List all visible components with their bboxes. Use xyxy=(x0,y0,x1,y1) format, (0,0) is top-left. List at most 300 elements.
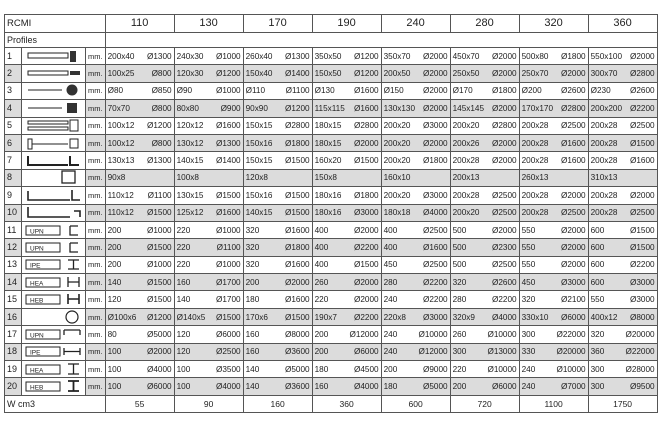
data-cell xyxy=(588,187,657,204)
angle-flange-icon xyxy=(22,153,84,168)
section-size: 220x8 xyxy=(383,312,406,322)
section-size: 200x13 xyxy=(452,173,480,183)
table-row xyxy=(5,256,658,273)
data-cell xyxy=(519,291,588,308)
data-cell xyxy=(174,274,243,291)
profile-cell xyxy=(22,291,86,308)
ipe-beam-icon xyxy=(22,257,84,272)
data-cell xyxy=(174,343,243,360)
section-size: 200 xyxy=(245,277,260,287)
data-cell xyxy=(588,378,657,395)
section-size: 140 xyxy=(107,277,122,287)
section-size: 350x70 xyxy=(383,51,411,61)
diameter-value: Ø2500 xyxy=(216,347,241,357)
data-cell xyxy=(519,117,588,134)
column-header-170: 170 xyxy=(243,15,312,33)
row-number: 8 xyxy=(5,169,22,186)
data-cell xyxy=(312,308,381,325)
section-size: 400 xyxy=(314,225,329,235)
diameter-value: Ø1000 xyxy=(216,260,241,270)
table-row xyxy=(5,187,658,204)
diameter-value: Ø1500 xyxy=(630,242,655,252)
data-cell xyxy=(105,48,174,65)
data-cell xyxy=(588,48,657,65)
profile-type-label: UPN xyxy=(30,332,44,340)
data-cell xyxy=(105,187,174,204)
section-size: 200x28 xyxy=(521,138,549,148)
data-cell xyxy=(312,134,381,151)
section-size: Ø200 xyxy=(521,86,542,96)
section-size: 125x12 xyxy=(176,208,204,218)
upn-channel-flat-icon xyxy=(22,327,84,342)
diameter-value: Ø1800 xyxy=(285,138,310,148)
section-size: 115x115 xyxy=(314,103,345,113)
diameter-value: Ø1200 xyxy=(216,69,241,79)
header-row xyxy=(5,15,658,33)
data-cell xyxy=(519,308,588,325)
data-cell xyxy=(105,256,174,273)
row-number: 16 xyxy=(5,308,22,325)
diameter-value: Ø1500 xyxy=(354,260,379,270)
profile-capacity-table-wrapper xyxy=(4,14,658,413)
section-size: 500x80 xyxy=(521,51,549,61)
diameter-value: Ø1000 xyxy=(216,225,241,235)
section-size: 180 xyxy=(383,382,398,392)
section-modulus-value: 55 xyxy=(105,395,174,412)
data-cell xyxy=(588,343,657,360)
data-cell xyxy=(450,308,519,325)
flat-bar-icon xyxy=(22,49,84,64)
diameter-value: Ø1600 xyxy=(423,242,448,252)
diameter-value: Ø2600 xyxy=(492,277,517,287)
section-size: 600 xyxy=(590,277,605,287)
table-row xyxy=(5,239,658,256)
heb-beam-icon xyxy=(22,292,84,307)
data-cell xyxy=(450,204,519,221)
diameter-value: Ø1300 xyxy=(147,156,172,166)
row-number: 7 xyxy=(5,152,22,169)
profile-type-label: UPN xyxy=(30,228,44,236)
section-size: 200 xyxy=(107,242,122,252)
section-size: 300 xyxy=(590,364,605,374)
diameter-value: Ø2000 xyxy=(630,190,655,200)
profile-cell xyxy=(22,361,86,378)
section-size: 500 xyxy=(452,260,467,270)
data-cell xyxy=(312,117,381,134)
data-cell xyxy=(450,65,519,82)
section-size: Ø230 xyxy=(590,86,611,96)
unit-label: mm. xyxy=(86,343,106,360)
diameter-value: Ø1000 xyxy=(216,51,241,61)
section-size: 500 xyxy=(452,225,467,235)
column-header-130: 130 xyxy=(174,15,243,33)
section-size: 150x16 xyxy=(245,190,273,200)
data-cell xyxy=(450,378,519,395)
profile-cell xyxy=(22,152,86,169)
diameter-value: Ø4500 xyxy=(354,364,379,374)
square-tube-flat-icon xyxy=(22,118,84,133)
data-cell xyxy=(519,256,588,273)
diameter-value: Ø1300 xyxy=(216,138,241,148)
diameter-value: Ø2000 xyxy=(492,69,517,79)
section-size: Ø100x6 xyxy=(107,312,137,322)
angle-inner-icon xyxy=(22,205,84,220)
diameter-value: Ø2000 xyxy=(492,225,517,235)
diameter-value: Ø10000 xyxy=(556,364,586,374)
section-size: 400 xyxy=(383,242,398,252)
section-size: 90x8 xyxy=(107,173,126,183)
data-cell xyxy=(105,308,174,325)
section-size: 200x28 xyxy=(521,121,549,131)
diameter-value: Ø12000 xyxy=(418,347,448,357)
data-cell xyxy=(105,65,174,82)
unit-label: mm. xyxy=(86,187,106,204)
data-cell xyxy=(105,343,174,360)
section-size: 170x6 xyxy=(245,312,268,322)
diameter-value: Ø1600 xyxy=(285,225,310,235)
column-header-240: 240 xyxy=(381,15,450,33)
table-row xyxy=(5,361,658,378)
section-size: 100 xyxy=(107,382,122,392)
section-modulus-value: 720 xyxy=(450,395,519,412)
diameter-value: Ø2200 xyxy=(354,242,379,252)
section-size: 190x7 xyxy=(314,312,337,322)
section-size: 200x28 xyxy=(521,190,549,200)
table-row xyxy=(5,100,658,117)
section-size: 160 xyxy=(314,382,329,392)
diameter-value: Ø1400 xyxy=(216,156,241,166)
diameter-value: Ø800 xyxy=(151,103,172,113)
data-cell xyxy=(105,169,174,186)
unit-label: mm. xyxy=(86,378,106,395)
diameter-value: Ø2200 xyxy=(630,260,655,270)
section-modulus-value: 1100 xyxy=(519,395,588,412)
round-bar-icon xyxy=(22,83,84,98)
diameter-value: Ø2800 xyxy=(630,69,655,79)
diameter-value: Ø1700 xyxy=(216,277,241,287)
diameter-value: Ø850 xyxy=(151,86,172,96)
diameter-value: Ø2000 xyxy=(354,225,379,235)
profile-capacity-table xyxy=(4,14,658,413)
section-size: 240 xyxy=(383,347,398,357)
section-size: 120x30 xyxy=(176,69,204,79)
diameter-value: Ø1500 xyxy=(354,156,379,166)
data-cell xyxy=(312,221,381,238)
diameter-value: Ø1000 xyxy=(216,86,241,96)
data-cell xyxy=(381,169,450,186)
data-cell xyxy=(381,117,450,134)
profile-cell xyxy=(22,221,86,238)
data-cell xyxy=(588,291,657,308)
data-cell xyxy=(243,117,312,134)
data-cell xyxy=(381,204,450,221)
data-cell xyxy=(588,152,657,169)
diameter-value: Ø2000 xyxy=(423,51,448,61)
diameter-value: Ø2500 xyxy=(423,260,448,270)
diameter-value: Ø2800 xyxy=(354,121,379,131)
data-cell xyxy=(588,134,657,151)
flat-strip-icon xyxy=(22,66,84,81)
diameter-value: Ø6000 xyxy=(216,329,241,339)
data-cell xyxy=(381,343,450,360)
profile-type-label: HEB xyxy=(30,297,44,305)
diameter-value: Ø2200 xyxy=(492,295,517,305)
diameter-value: Ø2800 xyxy=(492,121,517,131)
section-size: 320 xyxy=(590,329,605,339)
section-modulus-value: 90 xyxy=(174,395,243,412)
section-size: 350x50 xyxy=(314,51,342,61)
data-cell xyxy=(588,204,657,221)
data-cell xyxy=(450,117,519,134)
section-size: 100 xyxy=(176,382,191,392)
section-size: 450x70 xyxy=(452,51,480,61)
section-size: 220 xyxy=(176,242,191,252)
data-cell xyxy=(519,100,588,117)
diameter-value: Ø3000 xyxy=(423,121,448,131)
diameter-value: Ø4000 xyxy=(216,382,241,392)
row-number: 12 xyxy=(5,239,22,256)
section-size: 200x28 xyxy=(521,208,549,218)
profile-cell xyxy=(22,134,86,151)
section-size: 100 xyxy=(107,364,122,374)
section-size: 140 xyxy=(245,364,260,374)
diameter-value: Ø2100 xyxy=(561,295,586,305)
section-size: 240 xyxy=(383,295,398,305)
data-cell xyxy=(174,152,243,169)
section-size: 220 xyxy=(314,295,329,305)
table-row xyxy=(5,274,658,291)
row-number: 19 xyxy=(5,361,22,378)
section-size: 220 xyxy=(176,260,191,270)
unit-label: mm. xyxy=(86,48,106,65)
diameter-value: Ø2300 xyxy=(492,242,517,252)
section-size: 150x15 xyxy=(245,121,273,131)
diameter-value: Ø1600 xyxy=(561,156,586,166)
diameter-value: Ø1200 xyxy=(285,103,310,113)
hea-beam-flat-icon xyxy=(22,362,84,377)
section-size: 320 xyxy=(521,295,536,305)
data-cell xyxy=(381,326,450,343)
section-size: 200x20 xyxy=(383,121,411,131)
data-cell xyxy=(243,187,312,204)
column-header-360: 360 xyxy=(588,15,657,33)
diameter-value: Ø9000 xyxy=(423,364,448,374)
section-size: 500 xyxy=(452,242,467,252)
hea-beam-icon xyxy=(22,275,84,290)
diameter-value: Ø1200 xyxy=(147,121,172,131)
section-size: 180x16 xyxy=(314,190,342,200)
data-cell xyxy=(174,378,243,395)
section-size: 200 xyxy=(107,260,122,270)
data-cell xyxy=(519,48,588,65)
table-row xyxy=(5,308,658,325)
data-cell xyxy=(312,187,381,204)
diameter-value: Ø1500 xyxy=(285,156,310,166)
data-cell xyxy=(381,221,450,238)
row-number: 14 xyxy=(5,274,22,291)
data-cell xyxy=(588,65,657,82)
diameter-value: Ø1200 xyxy=(147,312,172,322)
profile-type-label: UPN xyxy=(30,245,44,253)
diameter-value: Ø2000 xyxy=(492,103,517,113)
table-row xyxy=(5,65,658,82)
unit-label: mm. xyxy=(86,82,106,99)
diameter-value: Ø1800 xyxy=(561,51,586,61)
square-tube-icon xyxy=(22,170,84,185)
diameter-value: Ø4000 xyxy=(147,364,172,374)
unit-label: mm. xyxy=(86,291,106,308)
data-cell xyxy=(381,256,450,273)
diameter-value: Ø7000 xyxy=(561,382,586,392)
data-cell xyxy=(519,82,588,99)
data-cell xyxy=(588,117,657,134)
data-cell xyxy=(174,187,243,204)
data-cell xyxy=(450,361,519,378)
diameter-value: Ø1700 xyxy=(216,295,241,305)
data-cell xyxy=(174,169,243,186)
diameter-value: Ø10000 xyxy=(487,364,517,374)
section-size: Ø150 xyxy=(383,86,404,96)
data-cell xyxy=(174,256,243,273)
profile-cell xyxy=(22,308,86,325)
section-size: 320 xyxy=(245,242,260,252)
section-size: 120 xyxy=(176,347,191,357)
diameter-value: Ø1100 xyxy=(285,86,310,96)
data-cell xyxy=(450,291,519,308)
section-size: 310x13 xyxy=(590,173,618,183)
table-row xyxy=(5,204,658,221)
profiles-row xyxy=(5,33,658,48)
section-modulus-value: 1750 xyxy=(588,395,657,412)
diameter-value: Ø2200 xyxy=(354,312,379,322)
diameter-value: Ø8000 xyxy=(630,312,655,322)
heb-beam-flat-icon xyxy=(22,379,84,394)
diameter-value: Ø2000 xyxy=(423,69,448,79)
diameter-value: Ø2000 xyxy=(492,51,517,61)
section-size: 260 xyxy=(452,329,467,339)
data-cell xyxy=(519,239,588,256)
section-size: 180 xyxy=(314,364,329,374)
diameter-value: Ø2500 xyxy=(423,225,448,235)
data-cell xyxy=(312,82,381,99)
diameter-value: Ø3500 xyxy=(216,364,241,374)
data-cell xyxy=(105,361,174,378)
data-cell xyxy=(519,204,588,221)
section-size: Ø90 xyxy=(176,86,193,96)
section-size: 100x12 xyxy=(107,138,135,148)
data-cell xyxy=(243,308,312,325)
diameter-value: Ø1100 xyxy=(216,242,241,252)
section-size: 80 xyxy=(107,329,117,339)
profile-cell xyxy=(22,117,86,134)
diameter-value: Ø1100 xyxy=(147,190,172,200)
diameter-value: Ø5000 xyxy=(423,382,448,392)
data-cell xyxy=(243,378,312,395)
diameter-value: Ø1600 xyxy=(630,156,655,166)
data-cell xyxy=(519,152,588,169)
section-size: 200x40 xyxy=(107,51,135,61)
diameter-value: Ø1500 xyxy=(285,190,310,200)
data-cell xyxy=(243,169,312,186)
unit-label: mm. xyxy=(86,256,106,273)
diameter-value: Ø22000 xyxy=(625,347,655,357)
section-size: 320 xyxy=(452,277,467,287)
section-modulus-label: W cm3 xyxy=(5,395,106,412)
diameter-value: Ø2500 xyxy=(561,208,586,218)
data-cell xyxy=(519,134,588,151)
data-cell xyxy=(450,152,519,169)
section-size: 200 xyxy=(314,347,329,357)
diameter-value: Ø3600 xyxy=(285,347,310,357)
diameter-value: Ø1600 xyxy=(561,138,586,148)
section-size: 320 xyxy=(245,260,260,270)
data-cell xyxy=(174,134,243,151)
diameter-value: Ø4000 xyxy=(492,312,517,322)
row-number: 17 xyxy=(5,326,22,343)
section-size: 260x40 xyxy=(245,51,273,61)
diameter-value: Ø1300 xyxy=(147,51,172,61)
section-size: 320x9 xyxy=(452,312,475,322)
angle-icon xyxy=(22,188,84,203)
section-size: 200x28 xyxy=(590,156,618,166)
data-cell xyxy=(243,256,312,273)
diameter-value: Ø1500 xyxy=(630,225,655,235)
data-cell xyxy=(105,239,174,256)
diameter-value: Ø1000 xyxy=(147,225,172,235)
row-number: 2 xyxy=(5,65,22,82)
diameter-value: Ø1600 xyxy=(285,295,310,305)
diameter-value: Ø2600 xyxy=(630,86,655,96)
unit-label: mm. xyxy=(86,169,106,186)
diameter-value: Ø3000 xyxy=(561,277,586,287)
table-row xyxy=(5,48,658,65)
data-cell xyxy=(105,221,174,238)
profile-cell xyxy=(22,100,86,117)
data-cell xyxy=(174,117,243,134)
section-size: 550 xyxy=(521,242,536,252)
diameter-value: Ø1500 xyxy=(147,242,172,252)
data-cell xyxy=(519,378,588,395)
section-size: 450 xyxy=(521,277,536,287)
section-size: 450 xyxy=(383,260,398,270)
profile-cell xyxy=(22,204,86,221)
data-cell xyxy=(105,152,174,169)
data-cell xyxy=(450,343,519,360)
section-size: 150x16 xyxy=(245,138,273,148)
data-cell xyxy=(450,82,519,99)
section-size: 550 xyxy=(590,295,605,305)
section-size: 400 xyxy=(314,242,329,252)
data-cell xyxy=(450,134,519,151)
table-row xyxy=(5,169,658,186)
column-header-190: 190 xyxy=(312,15,381,33)
section-size: 300 xyxy=(452,347,467,357)
data-cell xyxy=(312,274,381,291)
data-cell xyxy=(381,100,450,117)
diameter-value: Ø2000 xyxy=(423,138,448,148)
data-cell xyxy=(312,169,381,186)
section-size: 200x28 xyxy=(590,138,618,148)
data-cell xyxy=(381,291,450,308)
data-cell xyxy=(381,361,450,378)
data-cell xyxy=(243,326,312,343)
data-cell xyxy=(105,291,174,308)
diameter-value: Ø4000 xyxy=(423,208,448,218)
section-size: 200 xyxy=(452,382,467,392)
data-cell xyxy=(381,48,450,65)
unit-label: mm. xyxy=(86,308,106,325)
section-size: 250x70 xyxy=(521,69,549,79)
